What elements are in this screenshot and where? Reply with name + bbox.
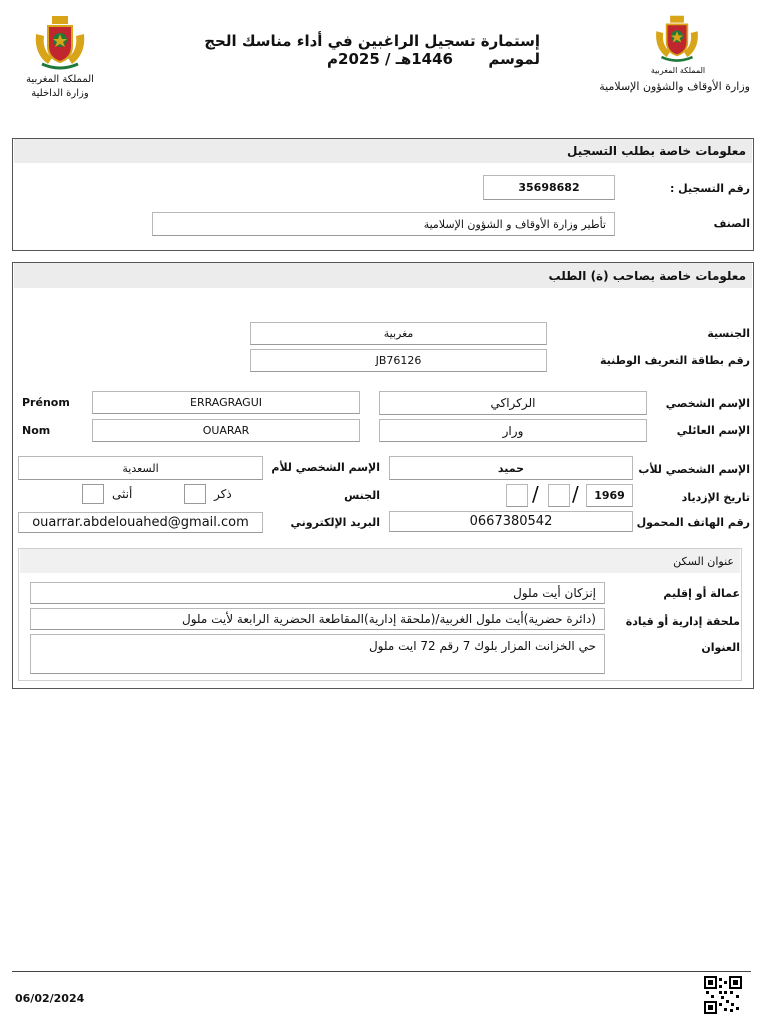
annex-label: ملحقة إدارية أو قيادة	[625, 615, 740, 628]
address-label: العنوان	[701, 641, 740, 654]
lastname-fr-field: OUARAR	[92, 419, 360, 442]
lastname-fr-label: Nom	[22, 424, 51, 437]
cin-label: رقم بطاقة التعريف الوطنية	[600, 354, 750, 367]
qr-code-icon	[704, 976, 742, 1018]
email-label: البريد الإلكتروني	[290, 516, 380, 529]
firstname-fr-label: Prénom	[22, 396, 70, 409]
page-title-line1: إستمارة تسجيل الراغبين في أداء مناسك الحج لموسم	[204, 32, 540, 68]
page-title-line2: 1446هـ / 2025م	[327, 50, 453, 68]
registration-number-label: رقم التسجيل :	[669, 182, 750, 195]
cin-field: JB76126	[250, 349, 547, 372]
footer-divider	[12, 971, 751, 972]
date-separator: /	[532, 482, 539, 506]
firstname-fr-field: ERRAGRAGUI	[92, 391, 360, 414]
gender-label: الجنس	[344, 489, 380, 502]
male-checkbox[interactable]	[184, 484, 206, 504]
footer-date: 06/02/2024	[15, 992, 85, 1005]
mother-name-label: الإسم الشخصي للأم	[271, 461, 380, 474]
firstname-ar-label: الإسم الشخصي	[665, 397, 750, 410]
address-section-title: عنوان السكن	[20, 549, 740, 573]
registration-number-field: 35698682	[483, 175, 615, 200]
address-field: حي الخزانت المزار بلوك 7 رقم 72 ايت ملول	[30, 634, 605, 674]
applicant-section-title: معلومات خاصة بصاحب (ة) الطلب	[14, 263, 752, 288]
birth-month-field	[548, 484, 570, 507]
phone-label: رقم الهاتف المحمول	[636, 516, 750, 529]
left-org-line1: المملكة المغربية	[26, 74, 94, 85]
email-field: ouarrar.abdelouahed@gmail.com	[18, 512, 263, 533]
prefecture-field: إنزكان أيت ملول	[30, 582, 605, 604]
category-label: الصنف	[713, 217, 750, 230]
nationality-label: الجنسية	[707, 327, 750, 340]
father-name-label: الإسم الشخصي للأب	[638, 463, 750, 476]
firstname-ar-field: الركراكي	[379, 391, 647, 415]
female-checkbox[interactable]	[82, 484, 104, 504]
birth-day-field	[506, 484, 528, 507]
morocco-emblem-right	[652, 14, 702, 64]
category-field: تأطير وزارة الأوقاف و الشؤون الإسلامية	[152, 212, 615, 236]
male-label: ذكر	[214, 487, 232, 501]
nationality-field: مغربية	[250, 322, 547, 345]
prefecture-label: عمالة أو إقليم	[663, 587, 740, 600]
left-org-line2: وزارة الداخلية	[31, 88, 89, 99]
female-label: أنثى	[112, 487, 133, 501]
lastname-ar-label: الإسم العائلي	[676, 424, 750, 437]
registration-section-title: معلومات خاصة بطلب التسجيل	[14, 139, 752, 163]
lastname-ar-field: ورار	[379, 419, 647, 442]
birth-date-label: تاريخ الإزدياد	[681, 491, 750, 504]
mother-name-field: السعدية	[18, 456, 263, 480]
date-separator: /	[572, 482, 579, 506]
father-name-field: حميد	[389, 456, 633, 480]
phone-field: 0667380542	[389, 511, 633, 532]
right-org-name: وزارة الأوقاف والشؤون الإسلامية	[599, 80, 750, 93]
morocco-emblem-left	[32, 14, 88, 72]
right-org-small: المملكة المغربية	[650, 66, 706, 75]
annex-field: (دائرة حضرية)أيت ملول الغربية/(ملحقة إدارية)المقاطعة الحضرية الرابعة لأيت ملول	[30, 608, 605, 630]
birth-year-field: 1969	[586, 484, 633, 507]
